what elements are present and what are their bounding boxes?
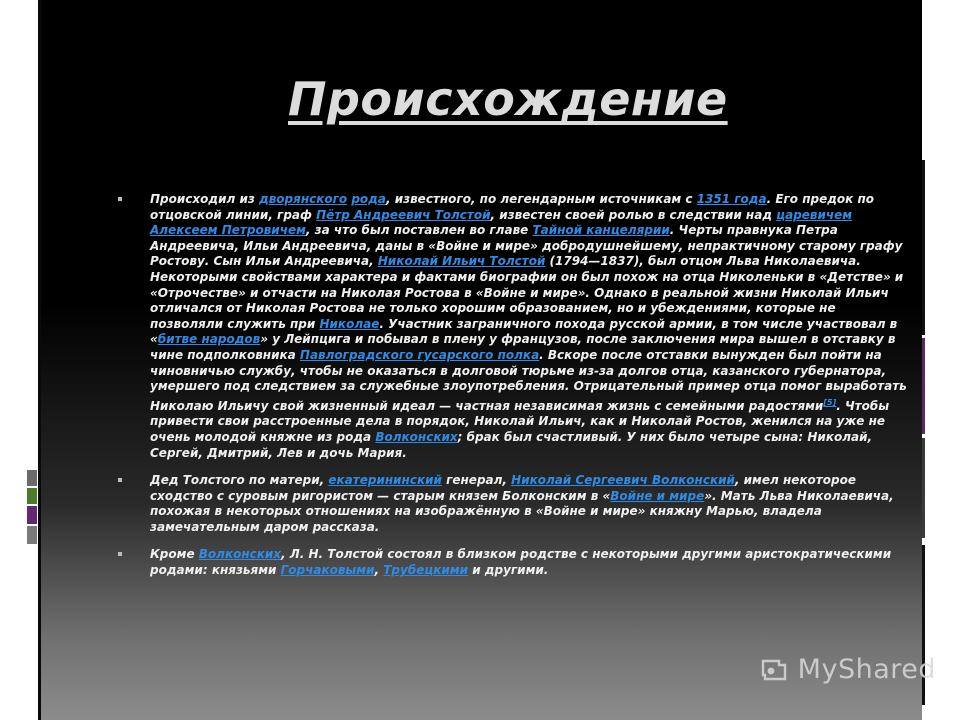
- inline-link[interactable]: Николай Ильич Толстой: [377, 254, 546, 269]
- myshared-logo-icon: [756, 652, 792, 686]
- paragraph-text: , имел некоторое сходство с суровым ригористом — старым князем Болконским в «: [150, 473, 856, 503]
- paragraph-text: . Вскоре после отставки вынужден был пойти на чиновничью службу, чтобы не оказаться в долговой тюрьме из-за долгов отца, казанского губернатора, умершего под следствием за служебные злоупотребления. Отрицательный пример отца помог выработать Николаю Ильичу свой жизненный идеал — частная независимая жизнь с семейными радостями: [150, 347, 907, 413]
- paragraph-text: , за что был поставлен во главе: [305, 223, 533, 238]
- slide-title: Происхождение: [288, 72, 728, 126]
- paragraph-text: . Чтобы привести свои расстроенные дела в порядок, Николай Ильич, как и Николай Ростов, женился на уже не очень молодой княжне из рода: [150, 398, 890, 444]
- inline-link[interactable]: рода: [351, 192, 386, 206]
- paragraph-text: . Черты правнука Петра Андреевича, Ильи Андреевича, даны в «Войне и мире» добродушнейшему, непрактичному старому графу Ростову. Сын Ильи Андреевича,: [150, 223, 903, 269]
- left-border-decoration: [38, 0, 41, 720]
- left-edge-decoration: [22, 0, 38, 720]
- paragraph-text: генерал,: [441, 473, 512, 488]
- inline-link[interactable]: Войне и мире: [610, 488, 705, 503]
- paragraph-text: » у Лейпцига и побывал в плену у французов, после заключения мира вышел в отставку в чине подполковника: [150, 332, 896, 362]
- inline-link[interactable]: Николае: [319, 316, 380, 331]
- paragraph-text: , известен своей ролью в следствии над: [490, 207, 777, 222]
- slide: [38, 0, 960, 720]
- paragraph-text: , известного, по легендарным источникам с: [385, 192, 697, 206]
- citation-link[interactable]: [5]: [823, 397, 837, 407]
- paragraph-text: . Его предок по отцовской линии, граф: [150, 192, 875, 222]
- paragraph-text: ». Мать Льва Николаевича, похожая в некоторых отношениях на изображённую в «Войне и мире» княжну Марью, владела замечательным даром рассказа.: [150, 488, 894, 534]
- inline-link[interactable]: 1351 года: [696, 192, 767, 206]
- paragraph-text: и другими.: [468, 563, 549, 578]
- bullet-grandfather: [118, 473, 908, 535]
- bullet-origin: [118, 192, 908, 461]
- bullet-relations: [118, 547, 908, 578]
- inline-link[interactable]: екатерининский: [328, 473, 442, 488]
- paragraph-text: Кроме: [150, 547, 199, 562]
- paragraph-text: (1794—1837), был отцом Льва Николаевича. Некоторыми свойствами характера и фактами биографии он был похож на отца Николеньки в «Детстве» и «Отрочестве» и отчасти на Николая Ростова в «Войне и мире». Однако в реальной жизни Николай Ильич отличался от Николая Ростова не только хорошим образованием, но и убеждениями, которые не позволяли служить при: [150, 254, 904, 331]
- paragraph-text: Происходил из: [150, 192, 260, 206]
- inline-link[interactable]: царевичем Алексеем Петровичем: [150, 207, 853, 238]
- inline-link[interactable]: Горчаковыми: [280, 563, 375, 578]
- inline-link[interactable]: Николай Сергеевич Волконский: [511, 473, 735, 488]
- right-decoration: [922, 0, 960, 720]
- inline-link[interactable]: Трубецкими: [383, 563, 469, 578]
- inline-link[interactable]: дворянского: [259, 192, 348, 206]
- inline-link[interactable]: Волконских: [375, 429, 458, 444]
- slide-content: [118, 192, 908, 591]
- inline-link[interactable]: Волконских: [198, 547, 282, 562]
- paragraph-text: ,: [374, 563, 384, 578]
- myshared-watermark: [756, 652, 936, 686]
- watermark-text: MyShared: [797, 653, 936, 685]
- inline-link[interactable]: Пётр Андреевич Толстой: [316, 207, 491, 222]
- inline-link[interactable]: битве народов: [157, 332, 261, 347]
- paragraph-text: Дед Толстого по матери,: [150, 473, 329, 488]
- paragraph-text: , Л. Н. Толстой состоял в близком родстве с некоторыми другими аристократическими родами: князьями: [150, 547, 892, 578]
- inline-link[interactable]: Павлоградского гусарского полка: [299, 347, 540, 362]
- paragraph-text: ; брак был счастливый. У них было четыре сына: Николай, Сергей, Дмитрий, Лев и дочь Мария.: [150, 429, 873, 460]
- paragraph-text: . Участник заграничного похода русской армии, в том числе участвовал в «: [150, 316, 898, 347]
- inline-link[interactable]: Тайной канцелярии: [532, 223, 670, 238]
